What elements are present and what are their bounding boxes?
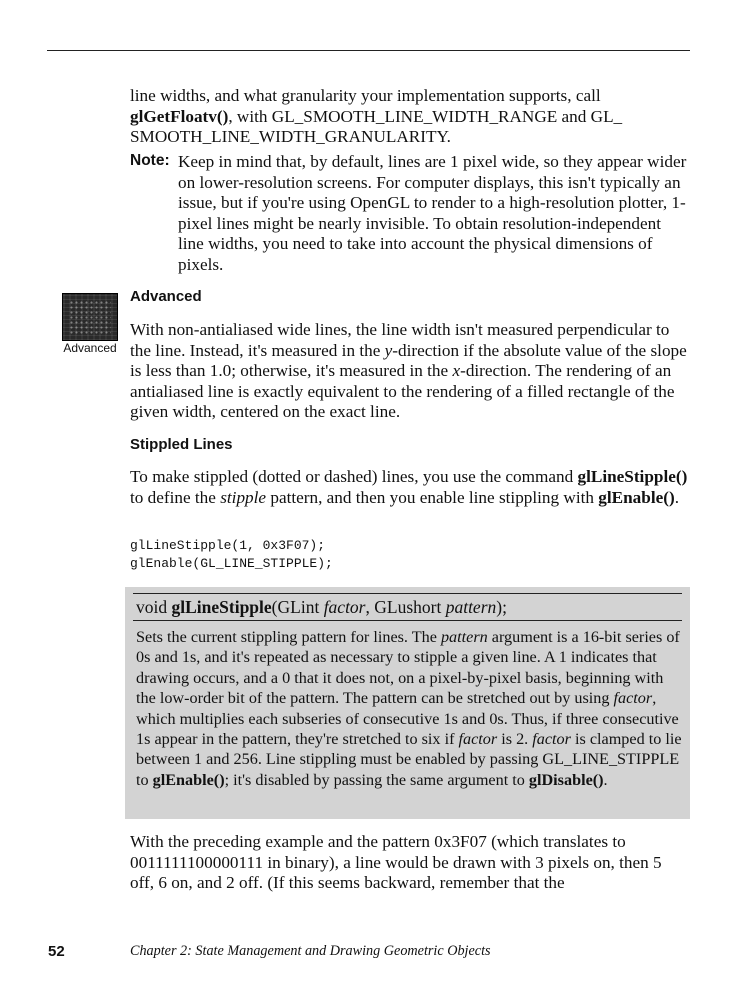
advanced-paragraph: With non-antialiased wide lines, the line width isn't measured perpendicular to the line. Instead, it's measured in the y-direction if the absolute value of the slope is less than 1.0; otherwise, it's measured in the x-direction. The rendering of an antialiased line is exactly equivalent to the rendering of a filled rectangle of the given width, centered on the exact line. (130, 320, 687, 421)
advanced-icon (62, 293, 118, 341)
chapter-footer: Chapter 2: State Management and Drawing Geometric Objects (130, 943, 491, 959)
function-signature: void glLineStipple(GLint factor, GLushort pattern); (136, 597, 507, 617)
header-rule (47, 50, 690, 51)
function-box (125, 587, 690, 819)
function-description: Sets the current stippling pattern for lines. The pattern argument is a 16-bit series of 0s and 1s, and it's repeated as necessary to stipple a given line. A 1 indicates that drawing occurs, and a 0 that it does not, on a pixel-by-pixel basis, beginning with the low-order bit of the pattern. The pattern can be stretched out by using factor, which multiplies each subseries of consecutive 1s and 0s. Thus, if three consecutive 1s appear in the pattern, they're stretched to six if factor is 2. factor is clamped to lie between 1 and 256. Line stippling must be enabled by passing GL_LINE_STIPPLE to glEnable(); it's disabled by passing the same argument to glDisable(). (136, 628, 682, 789)
code-sample: glLineStipple(1, 0x3F07); glEnable(GL_LINE_STIPPLE); (130, 538, 333, 571)
stippled-lines-heading: Stippled Lines (130, 436, 233, 453)
function-name: glGetFloatv() (130, 106, 229, 126)
function-box-top-rule (133, 593, 682, 594)
note-label: Note: (130, 152, 170, 169)
stippled-paragraph: To make stippled (dotted or dashed) lines, you use the command glLineStipple() to define the stipple pattern, and then you enable line stippling with glEnable(). (130, 467, 688, 507)
page-number: 52 (48, 943, 65, 960)
paragraph-line-widths: line widths, and what granularity your implementation supports, call glGetFloatv(), with GL_SMOOTH_LINE_WIDTH_RANGE and GL_ SMOOTH_LINE_WIDTH_GRANULARITY. (130, 86, 623, 146)
advanced-heading: Advanced (130, 288, 202, 305)
final-paragraph: With the preceding example and the pattern 0x3F07 (which translates to 0011111100000111 in binary), a line would be drawn with 3 pixels on, then 5 off, 6 on, and 2 off. (If this seems backward, remember that the (130, 832, 662, 892)
advanced-icon-caption: Advanced (63, 341, 117, 355)
function-box-signature-rule (133, 620, 682, 621)
note-text: Keep in mind that, by default, lines are 1 pixel wide, so they appear wider on lower-resolution screens. For computer displays, this isn't typically an issue, but if you're using OpenGL to render to a high-resolution plotter, 1-pixel lines might be nearly invisible. To obtain resolution-independent line widths, you need to take into account the physical dimensions of pixels. (178, 152, 687, 274)
